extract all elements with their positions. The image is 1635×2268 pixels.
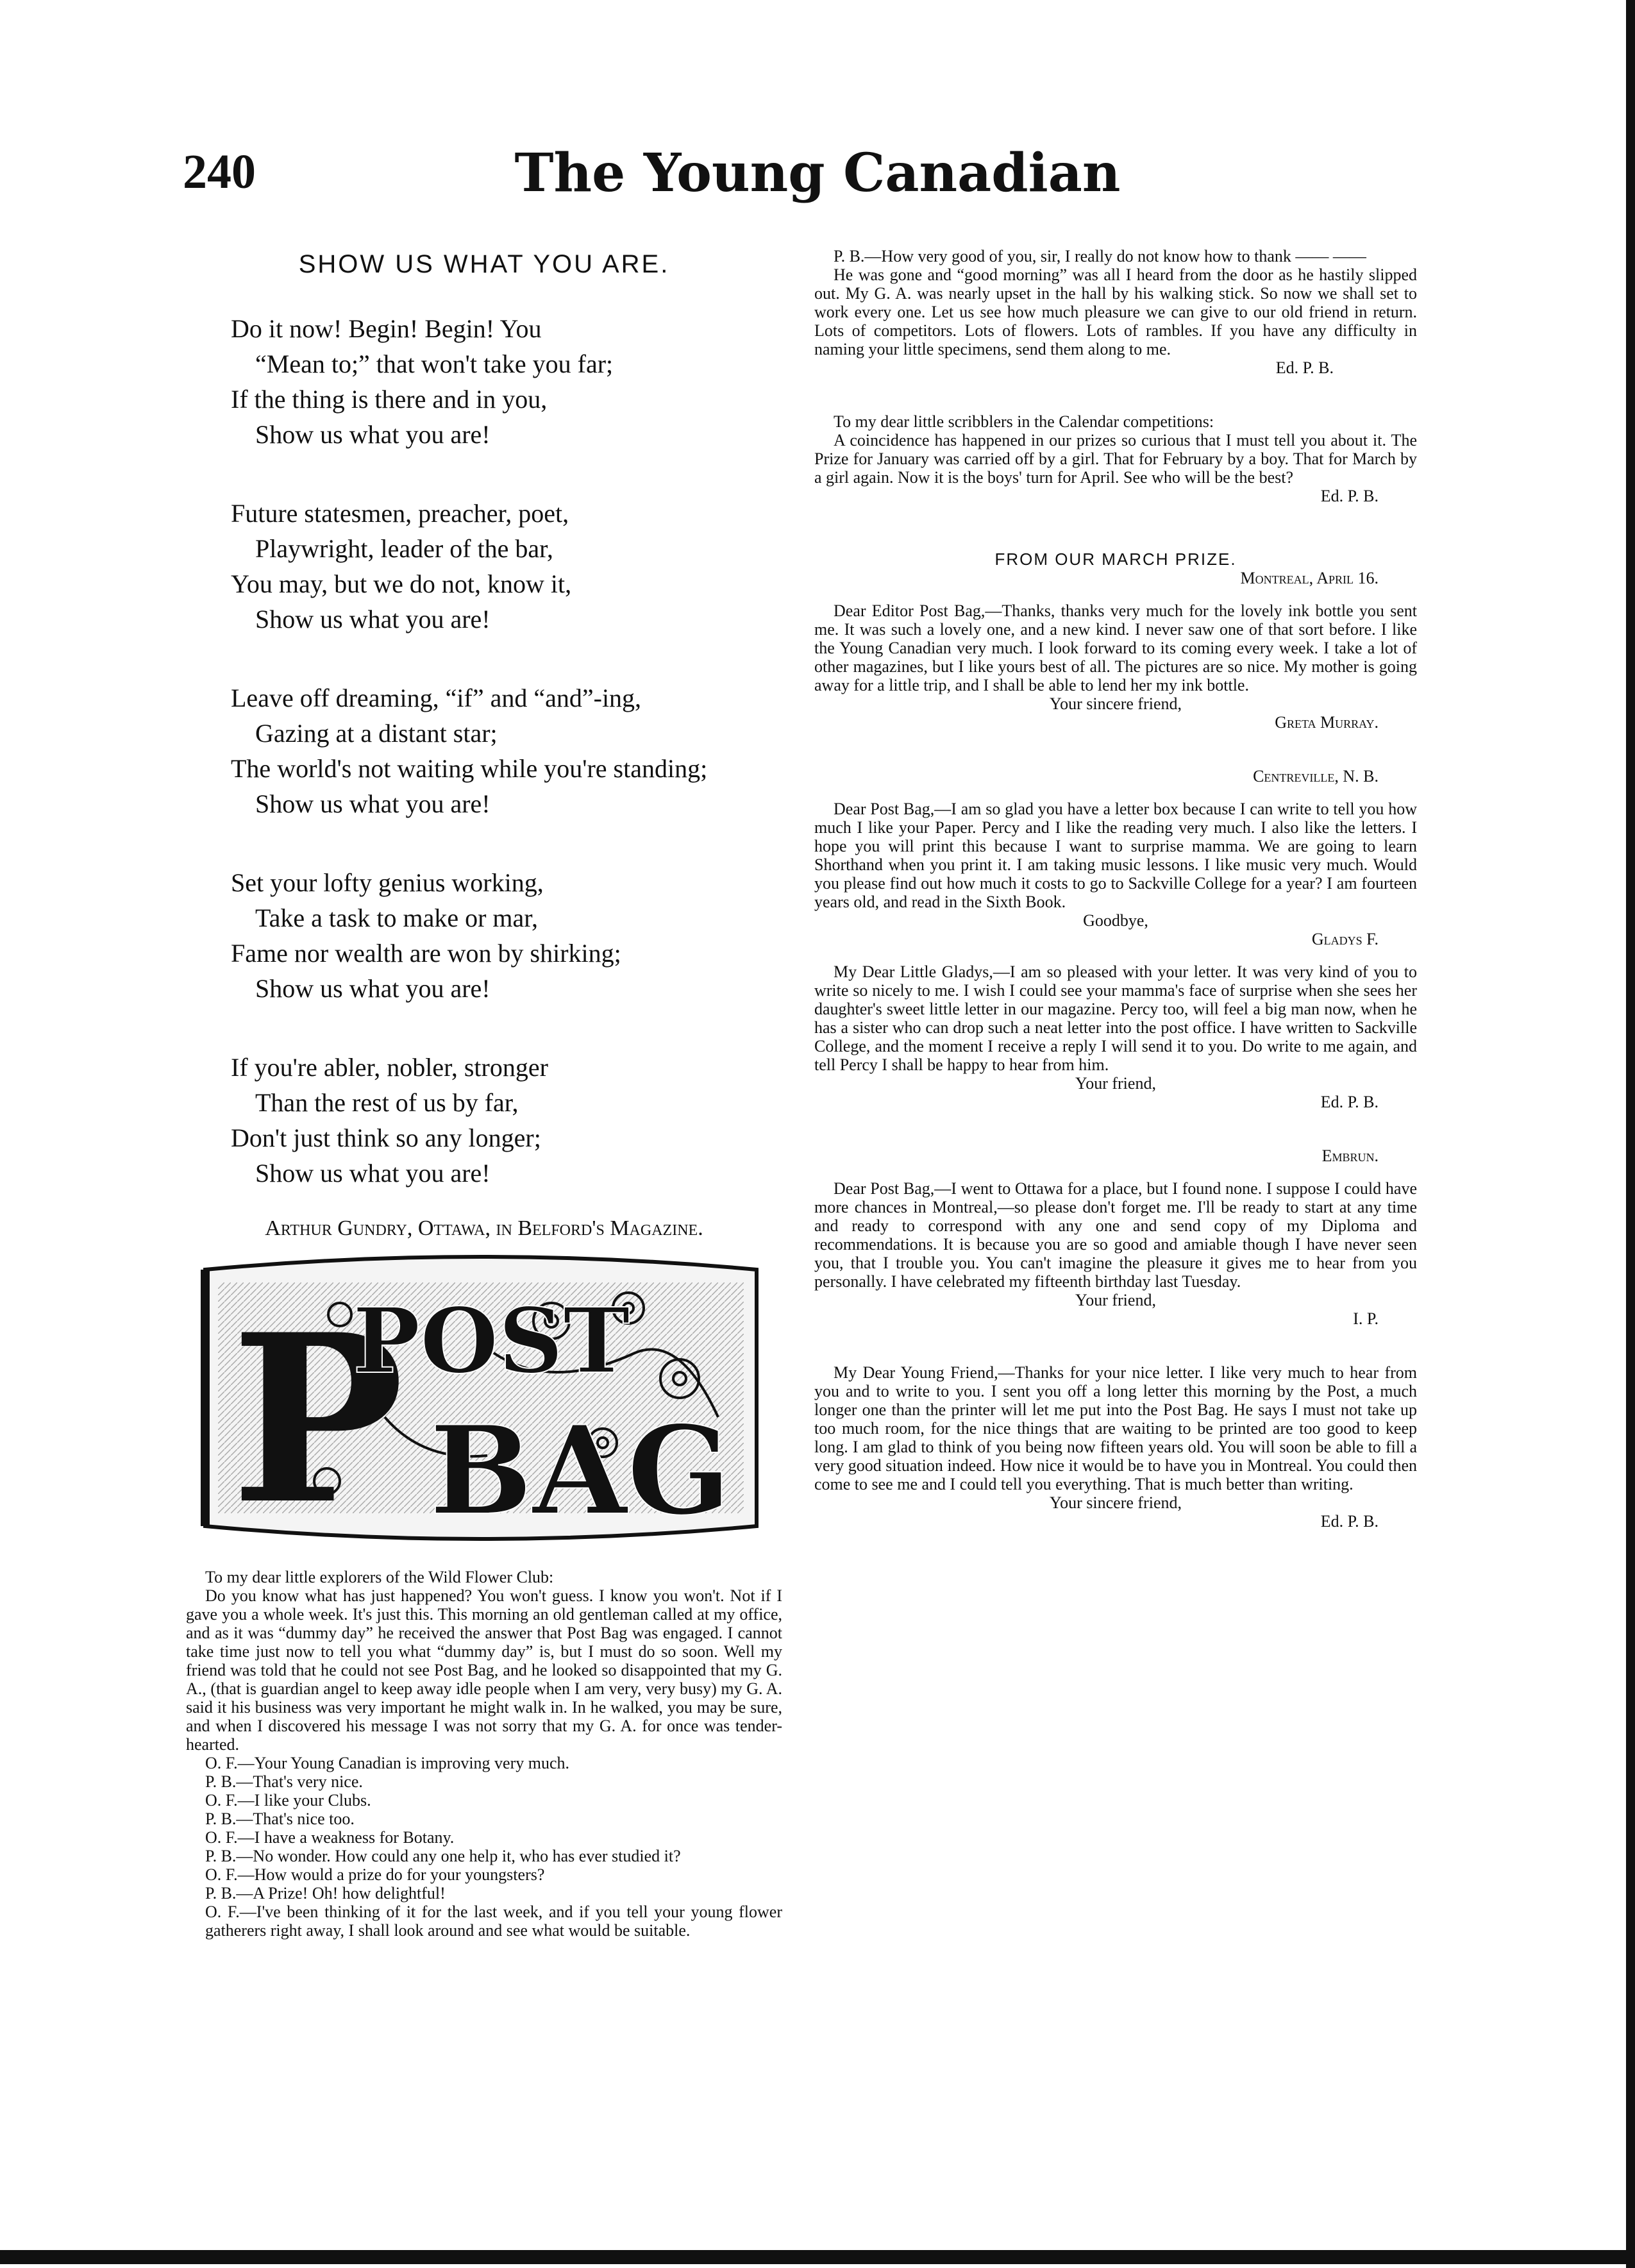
closing: Goodbye, — [1083, 911, 1148, 930]
dialog-line: P. B.—That's nice too. — [205, 1810, 355, 1828]
salutation: To my dear little explorers of the Wild Flower Club: — [205, 1568, 554, 1586]
letter: My Dear Little Gladys,—I am so pleased with your letter. It was very kind of you to write so nicely to me. I wish I could see your mamma's face of surprise when she sees her daughter's sweet little letter in our magazine. Percy too, will feel a big man now, when he has a sister who can drop such a neat letter into the post office. I have written to Sackville College, and the moment I receive a reply I will send it to you. Do write to me again, and tell Percy I shall be happy to hear from him. — [814, 962, 1417, 1074]
poem-line: “Mean to;” that won't take you far; — [255, 349, 614, 378]
stanza-1 — [231, 311, 782, 452]
signature: Gladys F. — [1311, 930, 1379, 948]
banner-word-bag: BAG — [430, 1399, 732, 1542]
poem-line: Show us what you are! — [255, 974, 491, 1003]
dialog-line: P. B.—A Prize! Oh! how delightful! — [205, 1884, 446, 1903]
closing: Your sincere friend, — [1049, 694, 1182, 713]
poem-line: Don't just think so any longer; — [231, 1123, 541, 1152]
poem-line: You may, but we do not, know it, — [231, 569, 572, 598]
poem-line: Gazing at a distant star; — [255, 719, 498, 748]
section-heading: FROM OUR MARCH PRIZE. — [994, 550, 1237, 569]
spacer — [814, 377, 1417, 412]
paragraph: He was gone and “good morning” was all I heard from the door as he hastily slipped out. My G. A. was nearly upset in the hall by his walking stick. So now we shall set to work every one. Let us see how much pleasure we can give to our old friend in return. Lots of competitors. Lots of flowers. Lots of rambles. If you have any difficulty in naming your little specimens, send them along to me. — [814, 265, 1417, 358]
dialog-line: P. B.—No wonder. How could any one help it, who has ever studied it? — [205, 1847, 681, 1865]
closing: Your sincere friend, — [1049, 1493, 1182, 1512]
stanza-2 — [231, 496, 782, 637]
dialog-line: O. F.—I've been thinking of it for the last week, and if you tell your young flower gatherers right away, I shall look around and see what would be suitable. — [205, 1903, 782, 1940]
poem-line: Playwright, leader of the bar, — [255, 534, 553, 563]
signature: Ed. P. B. — [1275, 358, 1334, 377]
spacer — [814, 785, 1417, 800]
letter: Dear Post Bag,—I went to Ottawa for a place, but I found none. I suppose I could have more chances in Montreal,—so please don't forget me. I'll be ready to start at any time and ready to correspond with any one and send copy of my Diploma and recommendations. It is because you are so good and amiable though I have never seen you, that I trouble you. You can't imagine the pleasure it gives me to hear from you personally. I have celebrated my fifteenth birthday last Tuesday. — [814, 1179, 1417, 1291]
bottom-rule — [0, 2250, 1635, 2264]
paragraph: P. B.—How very good of you, sir, I really do not know how to thank —— —— — [834, 247, 1366, 265]
salutation: To my dear little scribblers in the Calendar competitions: — [834, 412, 1214, 431]
page-edge-border — [1626, 0, 1635, 2268]
poem-byline: Arthur Gundry, Ottawa, in Belford's Magazine. — [265, 1216, 703, 1240]
poem-line: Do it now! Begin! Begin! You — [231, 314, 542, 343]
dialog-line: P. B.—That's very nice. — [205, 1772, 363, 1791]
signature: Ed. P. B. — [1320, 1512, 1379, 1531]
poem-title: SHOW US WHAT YOU ARE. — [298, 250, 670, 278]
spacer — [814, 1328, 1417, 1363]
spacer — [814, 587, 1417, 601]
dialog-line: O. F.—I like your Clubs. — [205, 1791, 371, 1810]
dialog — [186, 1754, 782, 1940]
poem-line: The world's not waiting while you're standing; — [231, 754, 708, 783]
signature: Ed. P. B. — [1320, 487, 1379, 505]
paragraph: A coincidence has happened in our prizes so curious that I must tell you about it. The Prize for January was carried off by a girl. That for February by a boy. That for March by a girl again. Now it is the boys' turn for April. See who will be the best? — [814, 431, 1417, 487]
poem-line: Future statesmen, preacher, poet, — [231, 499, 569, 528]
dateline: Centreville, N. B. — [1253, 767, 1379, 785]
signature: Greta Murray. — [1275, 713, 1379, 732]
dialog-line: O. F.—How would a prize do for your youngsters? — [205, 1865, 545, 1884]
poem-line: Show us what you are! — [255, 420, 491, 449]
spacer — [814, 732, 1417, 767]
letter: Dear Editor Post Bag,—Thanks, thanks very much for the lovely ink bottle you sent me. It was such a lovely one, and a new kind. I never saw one of that sort before. I like the Young Canadian very much. I look forward to its coming every week. I take a lot of other magazines, but I like yours best of all. The pictures are so nice. My mother is going away for a little trip, and I shall be able to lend her my ink bottle. — [814, 601, 1417, 694]
spacer — [814, 1165, 1417, 1179]
closing: Your friend, — [1075, 1074, 1156, 1093]
signature: Ed. P. B. — [1320, 1093, 1379, 1111]
poem-line: If you're abler, nobler, stronger — [231, 1053, 548, 1082]
stanza-5 — [231, 1050, 782, 1191]
letters-column — [814, 247, 1417, 1531]
post-bag-banner — [192, 1250, 769, 1545]
wild-flower-club-column — [186, 1568, 782, 1940]
dateline: Embrun. — [1321, 1147, 1379, 1165]
poem-line: Show us what you are! — [255, 605, 491, 634]
dialog-line: O. F.—I have a weakness for Botany. — [205, 1828, 455, 1847]
poem-line: Show us what you are! — [255, 789, 491, 818]
stanza-3 — [231, 680, 782, 821]
page-number: 240 — [183, 145, 256, 199]
banner-initial-p: P — [231, 1284, 405, 1545]
spacer — [814, 1111, 1417, 1147]
signature: I. P. — [1353, 1309, 1379, 1328]
dateline: Montreal, April 16. — [1240, 569, 1379, 587]
spacer — [814, 948, 1417, 962]
poem-line: Show us what you are! — [255, 1159, 491, 1188]
paragraph: Do you know what has just happened? You won't guess. I know you won't. Not if I gave you a whole week. It's just this. This morning an old gentleman called at my office, and as it was “dummy day” he received the answer that Post Bag was engaged. I cannot take time just now to tell you what “dummy day” is, but I must do so soon. Well my friend was told that he could not see Post Bag, and he looked so disappointed that my G. A., (that is guardian angel to keep away idle people when I am very, very busy) my G. A. said it his business was very important he might walk in. In he walked, you may be sure, and when I discovered his message I was not sorry that my G. A. for once was tender-hearted. — [186, 1586, 782, 1754]
letter: Dear Post Bag,—I am so glad you have a letter box because I can write to tell you how much I like your Paper. Percy and I like the reading very much. I also like the letters. I hope you will print this because I want to surprise mamma. We are going to learn Shorthand when you print it. I am taking music lessons. I like music very much. Would you please find out how much it costs to go to Sackville College for a year? I am fourteen years old, and read in the Sixth Book. — [814, 800, 1417, 911]
poem-line: Leave off dreaming, “if” and “and”-ing, — [231, 684, 642, 712]
poem-line: Set your lofty genius working, — [231, 868, 544, 897]
closing: Your friend, — [1075, 1291, 1156, 1309]
poem-body — [186, 311, 782, 1191]
stanza-4 — [231, 865, 782, 1006]
masthead-title: The Young Canadian — [514, 142, 1121, 204]
poem-line: Fame nor wealth are won by shirking; — [231, 939, 621, 968]
banner-word-post: POST — [353, 1289, 630, 1394]
poem-column — [186, 244, 782, 1281]
poem-line: Than the rest of us by far, — [255, 1088, 519, 1117]
letter: My Dear Young Friend,—Thanks for your nice letter. I like very much to hear from you and to write to you. I sent you off a long letter this morning by the Post, a much longer one than the printer will let me put into the Post Bag. He says I must not take up too much room, for the nice things that are waiting to be printed are too good to keep long. I am glad to think of you being now fifteen years old. You will soon be able to fill a very good situation indeed. How nice it would be to have you in Montreal. You could then come to see me and I could tell you everything. That is much better than writing. — [814, 1363, 1417, 1493]
poem-line: Take a task to make or mar, — [255, 903, 538, 932]
poem-line: If the thing is there and in you, — [231, 385, 548, 414]
dialog-line: O. F.—Your Young Canadian is improving very much. — [205, 1754, 570, 1772]
